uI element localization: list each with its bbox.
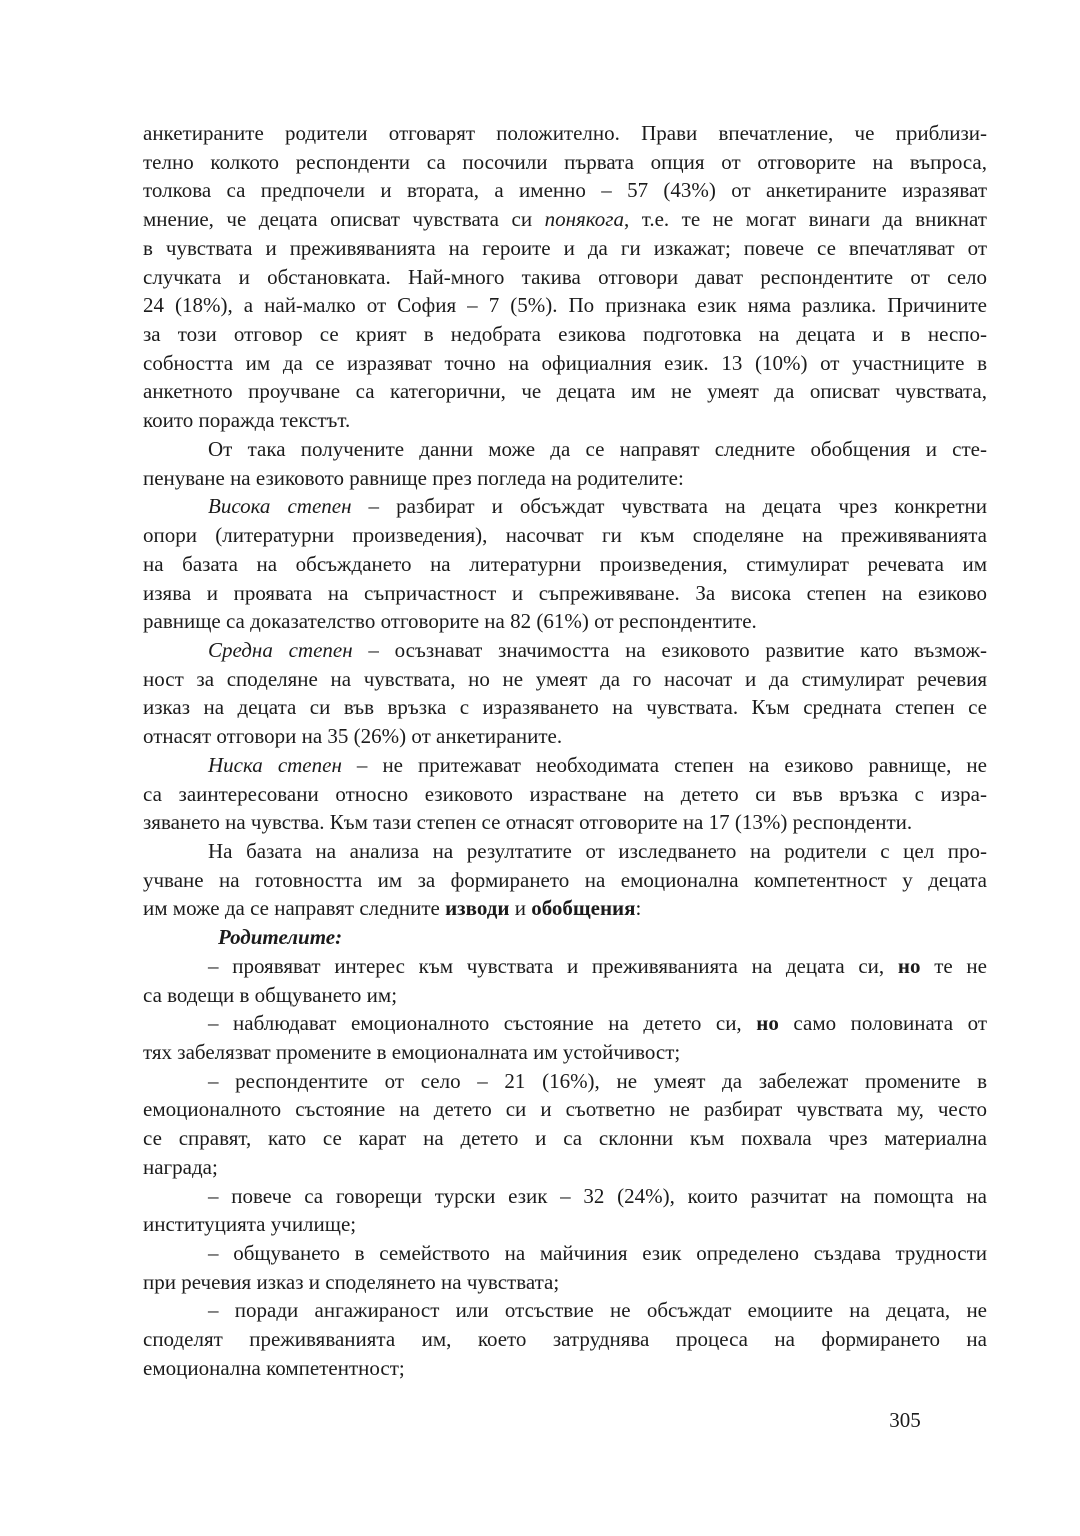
text-segment: – наблюдават емоционалното състояние на детето си, [208, 1011, 757, 1036]
text-line [143, 780, 987, 809]
text-segment: учване на готовността им за формирането на емоционална компетентност у децата [143, 867, 987, 892]
text-line [143, 1296, 987, 1325]
text-segment: анкетното проучване са категорични, че децата им не умеят да описват чувствата, [143, 379, 987, 404]
text-line [143, 521, 987, 550]
text-segment: те не [920, 953, 987, 978]
paragraph [143, 492, 987, 636]
italic-term: Средна степен [208, 637, 353, 662]
text-line [143, 435, 987, 464]
text-segment: ност за споделяне на чувствата, но не умеят да го насочат и да стимулират речевия [143, 666, 987, 691]
text-line [143, 693, 987, 722]
text-line [143, 1239, 987, 1268]
text-line [143, 406, 987, 435]
text-segment: емоционалното състояние на детето си и съответно не разбират чувствата му, често [143, 1097, 987, 1122]
text-line [143, 291, 987, 320]
text-segment: – общуването в семейството на майчиния език определено създава трудности [208, 1241, 987, 1266]
paragraph [143, 1009, 987, 1066]
text-line [143, 550, 987, 579]
text-segment: отнасят отговори на 35 (26%) от анкетираните. [143, 724, 563, 749]
text-line [143, 1153, 987, 1182]
text-line [143, 1268, 987, 1297]
italic-term: понякога [544, 207, 624, 232]
text-line [143, 894, 987, 923]
text-segment: им може да се направят следните [143, 896, 446, 921]
section-heading [143, 923, 987, 952]
paragraph [143, 1239, 987, 1296]
text-segment: споделят преживяванията им, което затруднява процеса на формирането на [143, 1327, 987, 1352]
text-segment: – осъзнават значимостта на езиковото развитие като възмож- [352, 637, 987, 662]
text-segment: емоционална компетентност; [143, 1355, 405, 1380]
text-line [143, 808, 987, 837]
text-segment: само половината от [778, 1011, 987, 1036]
text-segment: зяването на чувства. Към тази степен се отнасят отговорите на 17 (13%) респонденти. [143, 810, 913, 835]
text-segment: – не притежават необходимата степен на езиково равнище, не [341, 752, 987, 777]
page-number: 305 [889, 1408, 921, 1432]
text-segment: толкова са предпочели и втората, а именно – 57 (43%) от анкетираните изразяват [143, 178, 987, 203]
text-segment: институцията училище; [143, 1212, 357, 1237]
text-segment: пенуване на езиковото равнище през погледа на родителите: [143, 465, 684, 490]
text-line [143, 1095, 987, 1124]
bold-italic-heading: Родителите: [218, 925, 343, 950]
paragraph [143, 751, 987, 837]
text-line [143, 263, 987, 292]
paragraph [143, 952, 987, 1009]
text-line [143, 1325, 987, 1354]
text-segment: на базата на обсъждането на литературни произведения, стимулират речевата им [143, 551, 987, 576]
text-line [143, 1124, 987, 1153]
text-segment: в чувствата и преживяванията на героите и да ги изкажат; повече се впечатляват от [143, 235, 987, 260]
text-segment: – разбират и обсъждат чувствата на децата чрез конкретни [351, 494, 987, 519]
text-line [143, 464, 987, 493]
text-segment: се справят, като се карат на детето и са склонни към похвала чрез материална [143, 1126, 987, 1151]
text-segment: собността им да се изразяват точно на официалния език. 13 (10%) от участниците в [143, 350, 987, 375]
text-line [143, 837, 987, 866]
text-line [143, 119, 987, 148]
text-line [143, 377, 987, 406]
paragraph [143, 636, 987, 751]
text-line [143, 636, 987, 665]
paragraph [143, 1182, 987, 1239]
text-segment: които поражда текстът. [143, 408, 351, 433]
text-line [143, 579, 987, 608]
text-line [143, 607, 987, 636]
bold-term: обобщения [531, 896, 636, 921]
italic-term: Ниска степен [208, 752, 342, 777]
text-segment: тях забелязват промените в емоционалната им устойчивост; [143, 1040, 681, 1064]
text-segment: за този отговор се крият в недобрата езикова подготовка на децата и в неспо- [143, 322, 987, 347]
text-line [143, 866, 987, 895]
text-line [143, 722, 987, 751]
text-segment: награда; [143, 1154, 218, 1179]
text-line [143, 1009, 987, 1038]
text-line [143, 952, 987, 981]
text-segment: От така получените данни може да се направят следните обобщения и сте- [208, 436, 987, 461]
text-segment: , т.е. те не могат винаги да вникнат [623, 207, 987, 232]
text-line [143, 1067, 987, 1096]
text-line [143, 1182, 987, 1211]
bold-term: изводи [445, 896, 510, 921]
text-segment: – повече са говорещи турски език – 32 (24%), които разчитат на помощта на [208, 1183, 987, 1208]
bold-term: но [897, 953, 921, 978]
text-line [143, 148, 987, 177]
text-segment: – поради ангажираност или отсъствие не обсъждат емоциите на децата, не [208, 1298, 987, 1323]
text-line [143, 1354, 987, 1383]
text-line [143, 1038, 987, 1067]
text-line [143, 665, 987, 694]
text-segment: са заинтересовани относно езиковото израстване на детето си във връзка с изра- [143, 781, 987, 806]
text-line [143, 1210, 987, 1239]
text-line [143, 349, 987, 378]
text-segment: анкетираните родители отговарят положително. Прави впечатление, че приблизи- [143, 121, 987, 145]
text-segment: изява и проявата на съпричастност и съпреживяване. За висока степен на езиково [143, 580, 987, 605]
paragraph [143, 435, 987, 492]
paragraph [143, 837, 987, 923]
text-line [143, 320, 987, 349]
bold-term: но [756, 1011, 779, 1036]
text-segment: опори (литературни произведения), насочват ги към споделяне на преживяванията [143, 523, 987, 548]
italic-term: Висока степен [208, 494, 352, 519]
text-segment: и [509, 896, 532, 921]
text-segment: телно колкото респонденти са посочили първата опция от отговорите на въпроса, [143, 149, 987, 174]
body-text [143, 119, 987, 1383]
text-line [143, 176, 987, 205]
text-segment: при речевия изказ и споделянето на чувствата; [143, 1269, 560, 1294]
paragraph [143, 1067, 987, 1182]
text-line [143, 923, 987, 952]
text-line [143, 234, 987, 263]
paragraph [143, 1296, 987, 1382]
text-segment: – респондентите от село – 21 (16%), не умеят да забележат промените в [208, 1068, 987, 1093]
text-segment: равнище са доказателство отговорите на 82 (61%) от респондентите. [143, 609, 757, 634]
text-line [143, 751, 987, 780]
paragraph [143, 119, 987, 435]
text-line [143, 205, 987, 234]
text-segment: – проявяват интерес към чувствата и преживяванията на децата си, [208, 953, 898, 978]
text-segment: мнение, че децата описват чувствата си [143, 207, 545, 232]
text-segment: изказ на децата си във връзка с изразяването на чувствата. Към средната степен се [143, 695, 987, 720]
text-segment: : [635, 896, 642, 921]
text-line [143, 981, 987, 1010]
text-segment: 24 (18%), а най-малко от София – 7 (5%). По признака език няма разлика. Причините [143, 293, 987, 318]
text-segment: са водещи в общуването им; [143, 982, 398, 1007]
text-segment: На базата на анализа на резултатите от изследването на родители с цел про- [208, 838, 987, 863]
text-segment: случката и обстановката. Най-много такива отговори дават респондентите от село [143, 264, 987, 289]
text-line [143, 492, 987, 521]
